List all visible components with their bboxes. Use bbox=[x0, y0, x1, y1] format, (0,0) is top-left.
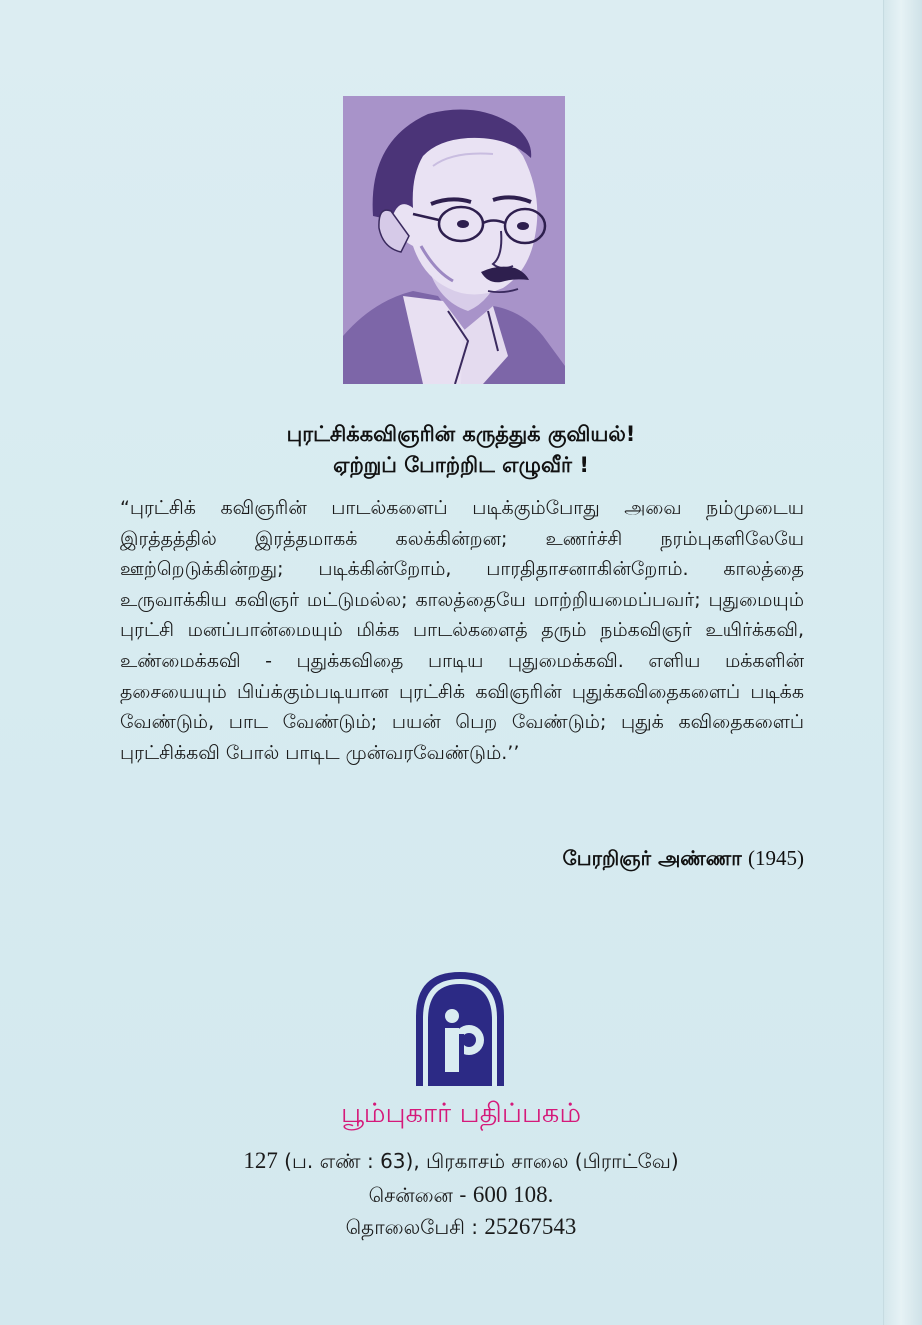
portrait-sketch-image bbox=[343, 96, 565, 384]
quote-attribution bbox=[563, 846, 804, 873]
quote-paragraph: “புரட்சிக் கவிஞரின் பாடல்களைப் படிக்கும்போது அவை நம்முடைய இரத்தத்தில் இரத்தமாகக் கலக்கின்றன; உணர்ச்சி நரம்புகளிலேயே ஊற்றெடுக்கின்றது; படிக்கின்றோம், பாரதிதாசனாகின்றோம். காலத்தை உருவாக்கிய கவிஞர் மட்டுமல்ல; காலத்தையே மாற்றியமைப்பவர்; புதுமையும் புரட்சி மனப்பான்மையும் மிக்க பாடல்களைத் தரும் நம்கவிஞர் உயிர்க்கவி, உண்மைக்கவி - புதுக்கவிதை பாடிய புதுமைக்கவி. எளிய மக்களின் தசையையும் பிய்க்கும்படியான புரட்சிக் கவிஞரின் புதுக்கவிதைகளைப் படிக்க வேண்டும், பாட வேண்டும்; பயன் பெற வேண்டும்; புதுக் கவிதைகளைப் புரட்சிக்கவி போல் பாடிட முன்வரவேண்டும்.’’ bbox=[120, 497, 804, 764]
publisher-logo-icon bbox=[414, 970, 506, 1088]
address-street: (ப. எண் : 63), பிரகாசம் சாலை (பிராட்வே) bbox=[284, 1149, 679, 1173]
book-spine-edge bbox=[883, 0, 922, 1325]
headline-line-1: புரட்சிக்கவிஞரின் கருத்துக் குவியல்! bbox=[286, 422, 636, 446]
city-name: சென்னை - bbox=[368, 1183, 467, 1207]
headline-line-2: ஏற்றுப் போற்றிட எழுவீர் ! bbox=[333, 453, 589, 477]
publisher-city bbox=[120, 1182, 802, 1210]
publisher-name: பூம்புகார் பதிப்பகம் bbox=[340, 1098, 582, 1129]
pincode: 600 108. bbox=[472, 1182, 554, 1207]
author-name: பேரறிஞர் அண்ணா bbox=[562, 846, 742, 870]
publisher-address bbox=[120, 1148, 802, 1176]
publisher-phone bbox=[120, 1214, 802, 1242]
phone-number: 25267543 bbox=[484, 1214, 577, 1239]
address-number: 127 bbox=[243, 1148, 278, 1173]
phone-label: தொலைபேசி : bbox=[345, 1215, 479, 1239]
author-year: (1945) bbox=[748, 846, 804, 870]
